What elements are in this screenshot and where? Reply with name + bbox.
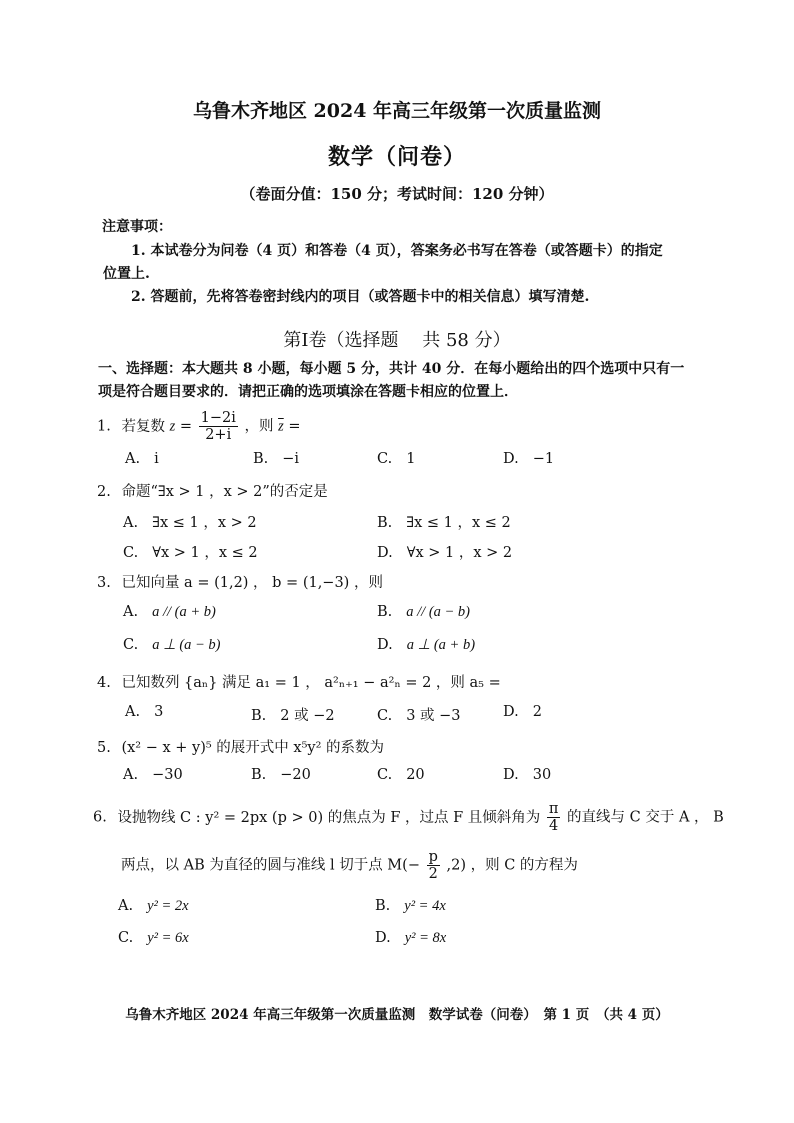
option-text: −30 <box>152 767 183 783</box>
question-number: 5. <box>97 740 111 756</box>
option-6-c <box>118 930 189 947</box>
option-1-d <box>503 451 554 467</box>
option-text: y² = 6x <box>147 930 189 946</box>
option-text: ∃x ≤ 1 ，x > 2 <box>152 515 257 531</box>
question-number: 3. <box>97 575 111 591</box>
option-label: C. <box>377 708 393 724</box>
option-label: D. <box>503 704 519 720</box>
question-number: 2. <box>97 484 111 500</box>
option-text: y² = 8x <box>404 930 447 946</box>
note-item-2: 2. 答题前，先将答卷密封线内的项目（或答题卡中的相关信息）填写清楚. <box>131 289 590 305</box>
option-2-b <box>377 511 511 532</box>
fraction-denominator: 2 <box>428 866 438 882</box>
option-text: 2 或 −2 <box>280 708 335 724</box>
option-text: a ⊥ (a + b) <box>406 637 476 653</box>
option-label: D. <box>377 545 393 561</box>
option-label: B. <box>375 898 391 914</box>
option-label: B. <box>377 515 393 531</box>
question-text: 命题“∃x > 1 ，x > 2”的否定是 <box>121 484 328 500</box>
option-label: A. <box>123 515 139 531</box>
question-text: ，则 <box>244 418 274 435</box>
option-label: C. <box>123 545 139 561</box>
option-label: D. <box>503 451 519 467</box>
option-text: ∀x > 1 ，x > 2 <box>406 545 513 561</box>
option-text: 3 或 −3 <box>406 708 461 724</box>
question-6-cont <box>121 849 578 882</box>
section-intro-line-1: 一、选择题：本大题共 8 小题，每小题 5 分，共计 40 分．在每小题给出的四个选项中只有一 <box>98 361 685 377</box>
option-text: ∃x ≤ 1 ，x ≤ 2 <box>406 515 511 531</box>
question-text: ,2) ，则 C 的方程为 <box>446 857 578 874</box>
page-footer: 乌鲁木齐地区 2024 年高三年级第一次质量监测 数学试卷（问卷） 第 1 页 （共 4 页） <box>125 1007 669 1023</box>
option-label: C. <box>123 637 139 653</box>
option-text: 1 <box>406 451 416 467</box>
option-3-b <box>377 604 470 621</box>
fraction <box>547 801 561 834</box>
option-6-a <box>118 898 189 915</box>
option-1-a <box>125 451 159 467</box>
option-5-b <box>251 767 311 783</box>
question-number: 4. <box>97 675 111 691</box>
option-4-c <box>377 704 461 725</box>
math-var: z <box>169 418 176 435</box>
option-label: D. <box>375 930 391 946</box>
fraction <box>199 410 238 443</box>
option-label: C. <box>118 930 134 946</box>
exam-title: 乌鲁木齐地区 2024 年高三年级第一次质量监测 <box>192 100 602 122</box>
option-4-d <box>503 704 542 720</box>
option-6-b <box>375 898 446 915</box>
question-text: 已知数列 {aₙ} 满足 a₁ = 1 ， a²ₙ₊₁ − a²ₙ = 2 ，则 a₅ = <box>121 675 501 691</box>
question-text: 设抛物线 C : y² = 2px (p > 0) 的焦点为 F ，过点 F 且倾斜角为 <box>117 809 541 826</box>
question-5 <box>97 736 384 757</box>
question-text: 若复数 <box>121 418 165 435</box>
option-label: A. <box>123 767 139 783</box>
option-1-c <box>377 451 415 467</box>
fraction-numerator: p <box>428 849 438 865</box>
option-text: y² = 2x <box>147 898 189 914</box>
option-5-c <box>377 767 425 783</box>
option-text: i <box>154 451 159 467</box>
option-text: −i <box>282 451 300 467</box>
option-text: 2 <box>532 704 542 720</box>
option-text: a ⊥ (a − b) <box>152 637 221 653</box>
math-eq: = <box>288 418 301 435</box>
option-label: C. <box>377 451 393 467</box>
option-4-a <box>125 704 163 720</box>
option-2-c <box>123 541 258 562</box>
question-3 <box>97 571 383 592</box>
option-label: A. <box>125 451 141 467</box>
option-text: 20 <box>406 767 425 783</box>
fraction <box>427 849 440 882</box>
option-5-d <box>503 767 551 783</box>
option-5-a <box>123 767 183 783</box>
option-text: −20 <box>280 767 311 783</box>
option-6-d <box>375 930 446 947</box>
subject-title: 数学（问卷） <box>327 144 466 170</box>
notes-heading: 注意事项： <box>102 219 172 235</box>
question-6 <box>93 801 724 834</box>
question-number: 1. <box>97 418 111 435</box>
option-text: −1 <box>532 451 555 467</box>
option-2-a <box>123 511 257 532</box>
math-eq: = <box>179 418 192 435</box>
option-4-b <box>251 704 335 725</box>
question-2 <box>97 480 328 501</box>
option-label: C. <box>377 767 393 783</box>
option-1-b <box>253 451 299 467</box>
option-label: A. <box>125 704 141 720</box>
option-label: D. <box>377 637 393 653</box>
option-text: 3 <box>154 704 164 720</box>
option-label: B. <box>251 767 267 783</box>
option-text: a // (a + b) <box>152 604 216 620</box>
note-item-1: 1. 本试卷分为问卷（4 页）和答卷（4 页），答案务必书写在答卷（或答题卡）的指定 <box>131 243 663 259</box>
question-text: 两点，以 AB 为直径的圆与准线 l 切于点 M(− <box>121 857 420 874</box>
option-label: A. <box>123 604 139 620</box>
option-label: B. <box>377 604 393 620</box>
option-3-c <box>123 637 221 654</box>
option-2-d <box>377 541 512 562</box>
question-text: 的直线与 C 交于 A ， B <box>567 809 724 826</box>
option-text: ∀x > 1 ，x ≤ 2 <box>152 545 258 561</box>
question-4 <box>97 671 501 692</box>
question-number: 6. <box>93 809 107 826</box>
conjugate-z: $\overline{z}$ <box>278 418 284 435</box>
fraction-numerator: 1−2i <box>200 410 236 426</box>
question-1 <box>97 410 300 443</box>
option-text: y² = 4x <box>404 898 446 914</box>
option-3-a <box>123 604 216 621</box>
fraction-numerator: π <box>548 801 559 817</box>
option-label: D. <box>503 767 519 783</box>
exam-info: （卷面分值：150 分；考试时间：120 分钟） <box>240 185 554 203</box>
option-text: a // (a − b) <box>406 604 471 620</box>
option-label: A. <box>118 898 134 914</box>
note-item-1-cont: 位置上. <box>103 266 150 282</box>
fraction-denominator: 2+i <box>205 427 232 443</box>
option-label: B. <box>253 451 269 467</box>
question-text: (x² − x + y)⁵ 的展开式中 x⁵y² 的系数为 <box>121 740 384 756</box>
option-text: 30 <box>532 767 552 783</box>
section-intro-line-2: 项是符合题目要求的．请把正确的选项填涂在答题卡相应的位置上． <box>98 384 518 400</box>
question-text: 已知向量 a = (1,2) ， b = (1,−3) ，则 <box>121 575 383 591</box>
option-3-d <box>377 637 475 654</box>
option-label: B. <box>251 708 267 724</box>
fraction-denominator: 4 <box>549 818 559 834</box>
section-title: 第Ⅰ卷（选择题 共 58 分） <box>283 330 511 351</box>
